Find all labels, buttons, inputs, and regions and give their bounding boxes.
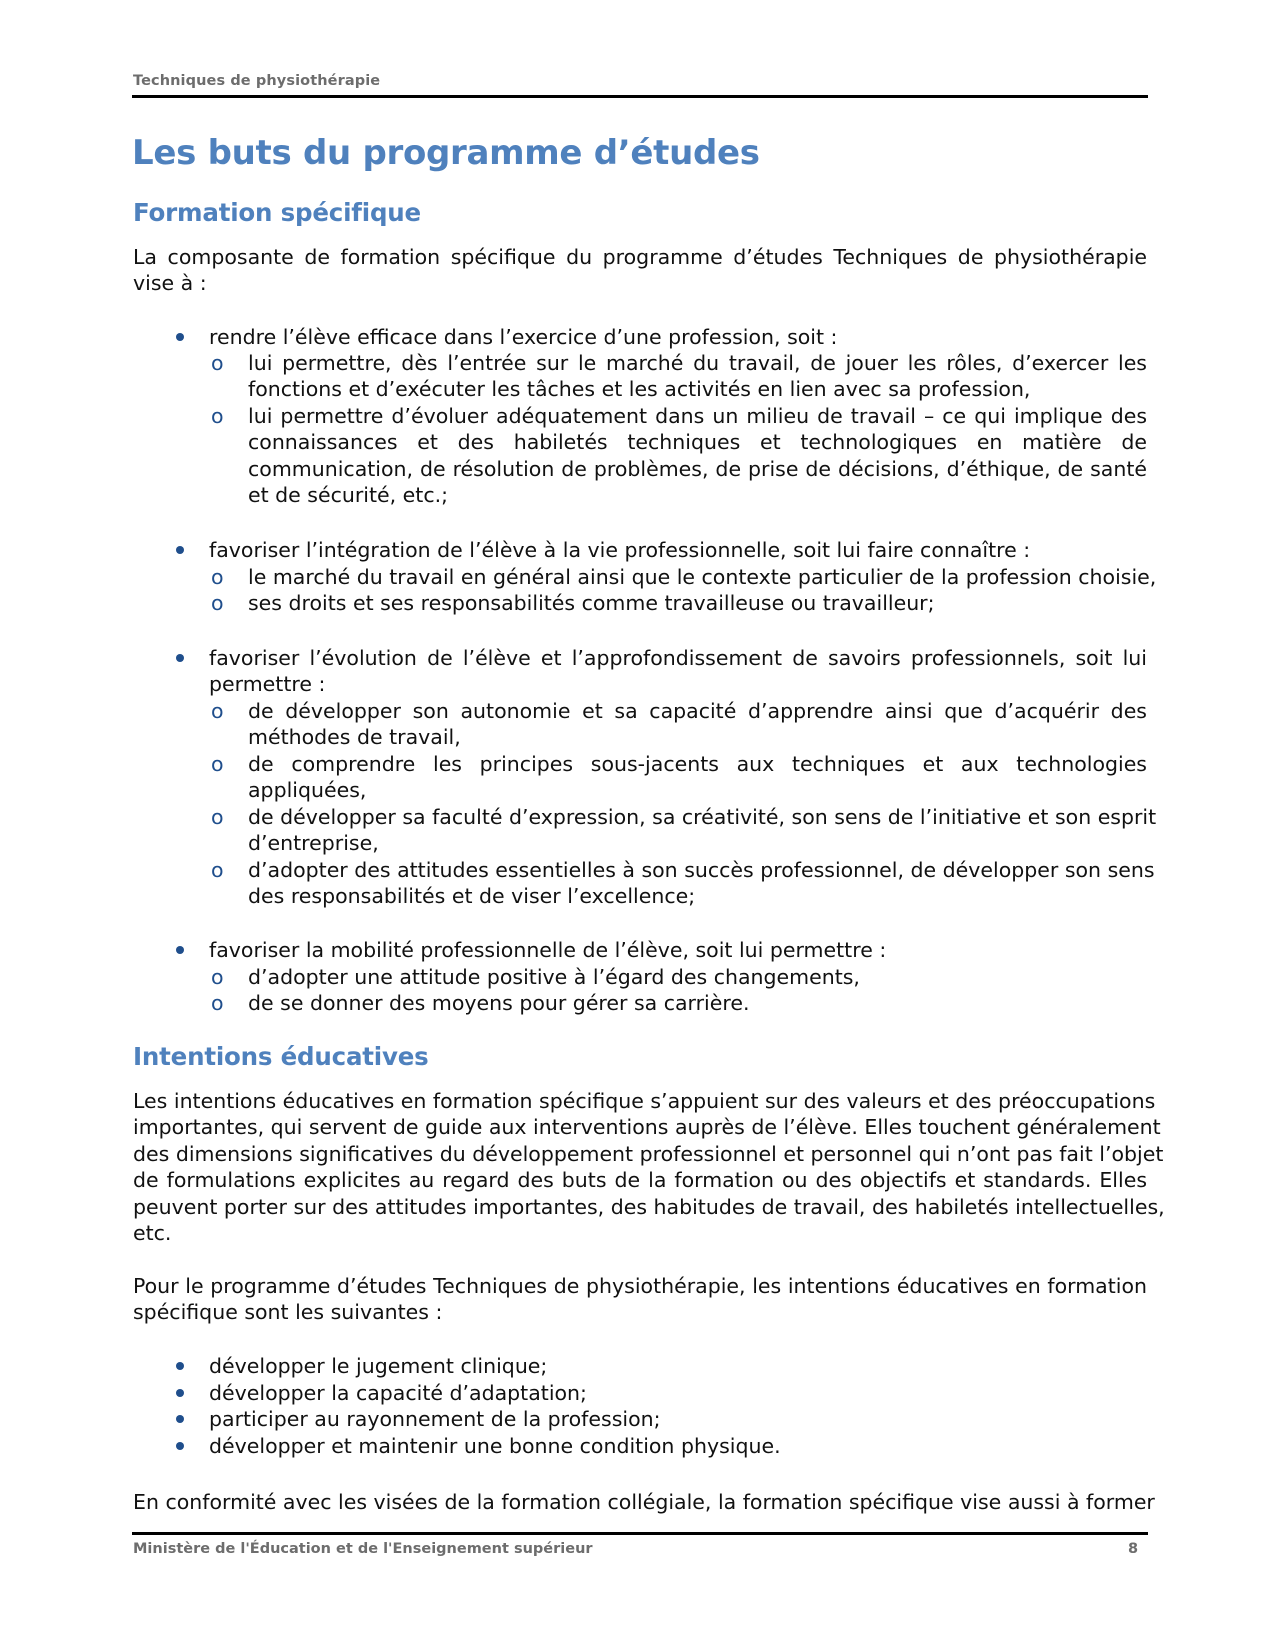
paragraph-line: etc. <box>133 1221 172 1245</box>
bullet-icon <box>176 946 184 954</box>
list-item: favoriser l’évolution de l’élève et l’approfondissement de savoirs professionnels, soit lui <box>209 646 1147 670</box>
page-title: Les buts du programme d’études <box>132 133 760 173</box>
sub-bullet-icon: o <box>211 752 224 776</box>
paragraph-line: de formulations explicites au regard des buts de la formation ou des objectifs et standards. Elles <box>133 1168 1147 1192</box>
intro-line: vise à : <box>133 271 207 295</box>
sub-list-item: et de sécurité, etc.; <box>248 483 449 507</box>
sub-list-item: d’entreprise, <box>248 831 379 855</box>
sub-bullet-icon: o <box>211 351 224 375</box>
bullet-icon <box>176 333 184 341</box>
sub-list-item: méthodes de travail, <box>248 725 461 749</box>
paragraph-line: En conformité avec les visées de la formation collégiale, la formation spécifique vise aussi à former <box>133 1490 1155 1514</box>
list-item: favoriser la mobilité professionnelle de l’élève, soit lui permettre : <box>209 938 887 962</box>
sub-list-item: lui permettre, dès l’entrée sur le marché du travail, de jouer les rôles, d’exercer les <box>248 351 1147 375</box>
sub-bullet-icon: o <box>211 699 224 723</box>
sub-list-item: connaissances et des habiletés techniques et technologiques en matière de <box>248 430 1147 454</box>
list-item: rendre l’élève efficace dans l’exercice d’une profession, soit : <box>209 325 838 349</box>
sub-list-item: de comprendre les principes sous-jacents aux techniques et aux technologies <box>248 752 1147 776</box>
sub-list-item: de développer sa faculté d’expression, sa créativité, son sens de l’initiative et son esprit <box>248 805 1157 829</box>
paragraph-line: importantes, qui servent de guide aux interventions auprès de l’élève. Elles touchent généralement <box>133 1115 1161 1139</box>
paragraph-line: des dimensions significatives du développement professionnel et personnel qui n’ont pas fait l’objet <box>133 1142 1164 1166</box>
sub-bullet-icon: o <box>211 991 224 1015</box>
sub-bullet-icon: o <box>211 565 224 589</box>
bullet-icon <box>176 654 184 662</box>
intro-line: La composante de formation spécifique du programme d’études Techniques de physiothérapie <box>133 245 1147 269</box>
list-item: développer et maintenir une bonne condition physique. <box>209 1434 781 1458</box>
header-rule <box>132 95 1148 98</box>
paragraph-line: Les intentions éducatives en formation spécifique s’appuient sur des valeurs et des préoccupations <box>133 1089 1156 1113</box>
footer-rule <box>132 1532 1148 1535</box>
bullet-icon <box>176 1362 184 1370</box>
list-item: permettre : <box>209 672 326 696</box>
sub-list-item: de se donner des moyens pour gérer sa carrière. <box>248 991 750 1015</box>
list-item: favoriser l’intégration de l’élève à la vie professionnelle, soit lui faire connaître : <box>209 538 1031 562</box>
bullet-icon <box>176 1442 184 1450</box>
paragraph-line: spécifique sont les suivantes : <box>133 1300 443 1324</box>
list-item: développer le jugement clinique; <box>209 1354 548 1378</box>
bullet-icon <box>176 1415 184 1423</box>
footer-publisher: Ministère de l'Éducation et de l'Enseignement supérieur <box>133 1541 593 1557</box>
section-heading-formation-specifique: Formation spécifique <box>133 198 421 227</box>
sub-list-item: ses droits et ses responsabilités comme travailleuse ou travailleur; <box>248 591 935 615</box>
page-number: 8 <box>1128 1541 1139 1557</box>
bullet-icon <box>176 546 184 554</box>
sub-list-item: le marché du travail en général ainsi que le contexte particulier de la profession choisie, <box>248 565 1157 589</box>
list-item: participer au rayonnement de la profession; <box>209 1407 661 1431</box>
sub-list-item: de développer son autonomie et sa capacité d’apprendre ainsi que d’acquérir des <box>248 699 1147 723</box>
sub-bullet-icon: o <box>211 404 224 428</box>
sub-list-item: fonctions et d’exécuter les tâches et les activités en lien avec sa profession, <box>248 377 1031 401</box>
paragraph-line: Pour le programme d’études Techniques de physiothérapie, les intentions éducatives en formation <box>133 1274 1147 1298</box>
sub-list-item: appliquées, <box>248 778 367 802</box>
sub-bullet-icon: o <box>211 858 224 882</box>
sub-list-item: d’adopter des attitudes essentielles à son succès professionnel, de développer son sens <box>248 858 1155 882</box>
sub-bullet-icon: o <box>211 805 224 829</box>
bullet-icon <box>176 1389 184 1397</box>
sub-bullet-icon: o <box>211 965 224 989</box>
sub-list-item: communication, de résolution de problèmes, de prise de décisions, d’éthique, de santé <box>248 457 1147 481</box>
running-header: Techniques de physiothérapie <box>133 73 381 89</box>
sub-list-item: d’adopter une attitude positive à l’égard des changements, <box>248 965 860 989</box>
sub-list-item: lui permettre d’évoluer adéquatement dans un milieu de travail – ce qui implique des <box>248 404 1147 428</box>
paragraph-line: peuvent porter sur des attitudes importantes, des habitudes de travail, des habiletés intellectuelles, <box>133 1195 1165 1219</box>
list-item: développer la capacité d’adaptation; <box>209 1381 587 1405</box>
section-heading-intentions-educatives: Intentions éducatives <box>133 1042 429 1071</box>
sub-bullet-icon: o <box>211 591 224 615</box>
sub-list-item: des responsabilités et de viser l’excellence; <box>248 884 696 908</box>
